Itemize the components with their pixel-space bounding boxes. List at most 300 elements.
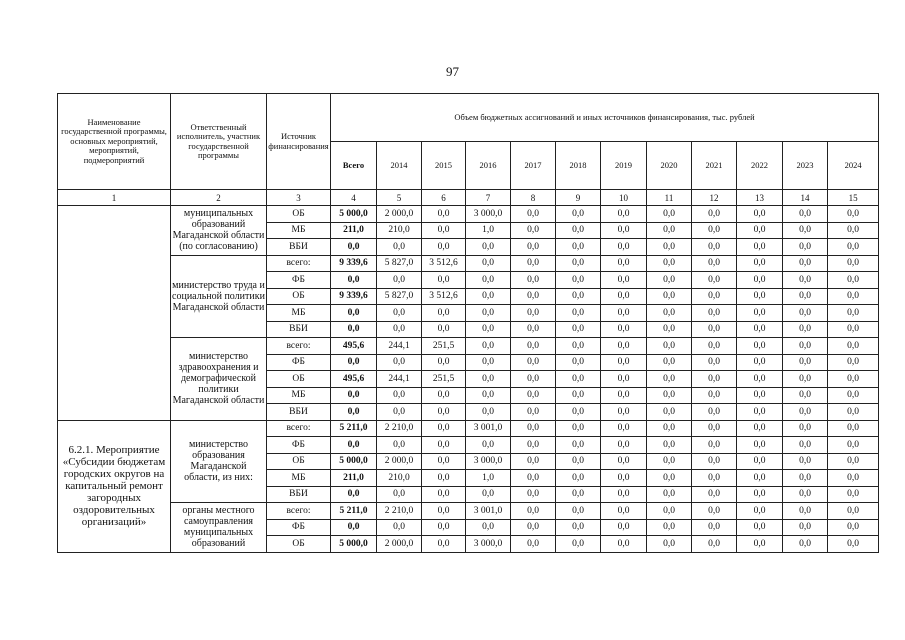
year-value-cell: 0,0 — [783, 354, 828, 371]
year-value-cell: 0,0 — [422, 470, 466, 487]
funding-source-cell: ВБИ — [267, 239, 331, 256]
executor-cell: министерство труда и социальной политики Магаданской области — [171, 255, 267, 338]
year-value-cell: 0,0 — [511, 222, 556, 239]
year-value-cell: 0,0 — [828, 255, 879, 272]
year-value-cell: 0,0 — [737, 288, 783, 305]
year-value-cell: 0,0 — [422, 404, 466, 421]
year-value-cell: 0,0 — [511, 486, 556, 503]
column-number: 12 — [692, 190, 737, 206]
year-value-cell: 0,0 — [783, 536, 828, 553]
year-value-cell: 0,0 — [828, 453, 879, 470]
year-value-cell: 0,0 — [466, 239, 511, 256]
year-value-cell: 0,0 — [466, 255, 511, 272]
year-value-cell: 0,0 — [692, 420, 737, 437]
column-number-row — [58, 190, 879, 206]
funding-source-cell: ВБИ — [267, 404, 331, 421]
year-value-cell: 0,0 — [511, 239, 556, 256]
header-year: 2023 — [783, 142, 828, 190]
year-value-cell: 0,0 — [466, 338, 511, 355]
funding-source-cell: ОБ — [267, 206, 331, 223]
page-number: 97 — [446, 64, 459, 79]
funding-source-cell: ФБ — [267, 272, 331, 289]
total-value-cell: 495,6 — [331, 371, 377, 388]
total-value-cell: 5 211,0 — [331, 503, 377, 520]
year-value-cell: 0,0 — [783, 503, 828, 520]
header-funding-title: Объем бюджетных ассигнований и иных источников финансирования, тыс. рублей — [331, 94, 879, 142]
year-value-cell: 0,0 — [556, 305, 601, 322]
year-value-cell: 0,0 — [422, 354, 466, 371]
header-year: 2022 — [737, 142, 783, 190]
year-value-cell: 0,0 — [737, 470, 783, 487]
year-value-cell: 0,0 — [647, 420, 692, 437]
year-value-cell: 0,0 — [556, 536, 601, 553]
funding-source-cell: ВБИ — [267, 321, 331, 338]
year-value-cell: 0,0 — [422, 206, 466, 223]
year-value-cell: 3 000,0 — [466, 536, 511, 553]
total-value-cell: 5 000,0 — [331, 453, 377, 470]
year-value-cell: 2 210,0 — [377, 503, 422, 520]
executor-cell: министерство образования Магаданской области, из них: — [171, 420, 267, 503]
year-value-cell: 0,0 — [556, 437, 601, 454]
year-value-cell: 0,0 — [511, 387, 556, 404]
year-value-cell: 0,0 — [737, 519, 783, 536]
year-value-cell: 0,0 — [783, 272, 828, 289]
year-value-cell: 3 512,6 — [422, 288, 466, 305]
total-value-cell: 495,6 — [331, 338, 377, 355]
year-value-cell: 0,0 — [601, 206, 647, 223]
year-value-cell: 0,0 — [692, 255, 737, 272]
executor-cell: органы местного самоуправления муниципальных образований — [171, 503, 267, 553]
year-value-cell: 0,0 — [783, 321, 828, 338]
year-value-cell: 0,0 — [601, 470, 647, 487]
year-value-cell: 0,0 — [466, 519, 511, 536]
year-value-cell: 0,0 — [737, 305, 783, 322]
executor-cell: муниципальных образований Магаданской области (по согласованию) — [171, 206, 267, 256]
year-value-cell: 0,0 — [601, 536, 647, 553]
year-value-cell: 0,0 — [466, 437, 511, 454]
header-year: 2021 — [692, 142, 737, 190]
year-value-cell: 0,0 — [737, 453, 783, 470]
year-value-cell: 3 001,0 — [466, 503, 511, 520]
year-value-cell: 0,0 — [692, 222, 737, 239]
funding-source-cell: МБ — [267, 305, 331, 322]
year-value-cell: 0,0 — [737, 255, 783, 272]
year-value-cell: 0,0 — [692, 354, 737, 371]
total-value-cell: 0,0 — [331, 486, 377, 503]
year-value-cell: 0,0 — [828, 437, 879, 454]
header-program-name: Наименование государственной программы, основных мероприятий, мероприятий, подмероприятий — [58, 94, 171, 190]
year-value-cell: 0,0 — [692, 453, 737, 470]
year-value-cell: 0,0 — [828, 206, 879, 223]
year-value-cell: 0,0 — [422, 437, 466, 454]
year-value-cell: 3 001,0 — [466, 420, 511, 437]
year-value-cell: 3 000,0 — [466, 453, 511, 470]
year-value-cell: 2 210,0 — [377, 420, 422, 437]
year-value-cell: 0,0 — [511, 371, 556, 388]
header-executor: Ответственный исполнитель, участник государственной программы — [171, 94, 267, 190]
year-value-cell: 0,0 — [737, 503, 783, 520]
year-value-cell: 0,0 — [647, 503, 692, 520]
funding-source-cell: МБ — [267, 470, 331, 487]
year-value-cell: 0,0 — [647, 486, 692, 503]
year-value-cell: 0,0 — [783, 338, 828, 355]
year-value-cell: 0,0 — [466, 305, 511, 322]
year-value-cell: 0,0 — [737, 437, 783, 454]
year-value-cell: 0,0 — [828, 321, 879, 338]
year-value-cell: 0,0 — [601, 272, 647, 289]
year-value-cell: 0,0 — [828, 536, 879, 553]
year-value-cell: 0,0 — [422, 321, 466, 338]
year-value-cell: 0,0 — [783, 486, 828, 503]
year-value-cell: 0,0 — [511, 305, 556, 322]
year-value-cell: 0,0 — [601, 486, 647, 503]
column-number: 8 — [511, 190, 556, 206]
year-value-cell: 0,0 — [737, 387, 783, 404]
year-value-cell: 0,0 — [377, 354, 422, 371]
table-row — [58, 206, 879, 223]
year-value-cell: 0,0 — [783, 519, 828, 536]
year-value-cell: 0,0 — [647, 354, 692, 371]
year-value-cell: 0,0 — [692, 272, 737, 289]
year-value-cell: 0,0 — [647, 519, 692, 536]
year-value-cell: 0,0 — [601, 453, 647, 470]
year-value-cell: 0,0 — [828, 305, 879, 322]
year-value-cell: 0,0 — [422, 536, 466, 553]
year-value-cell: 0,0 — [783, 404, 828, 421]
header-year: 2020 — [647, 142, 692, 190]
year-value-cell: 0,0 — [828, 338, 879, 355]
column-number: 1 — [58, 190, 171, 206]
column-number: 2 — [171, 190, 267, 206]
year-value-cell: 0,0 — [556, 338, 601, 355]
year-value-cell: 3 000,0 — [466, 206, 511, 223]
year-value-cell: 0,0 — [377, 387, 422, 404]
year-value-cell: 0,0 — [647, 470, 692, 487]
year-value-cell: 0,0 — [511, 404, 556, 421]
year-value-cell: 0,0 — [647, 206, 692, 223]
year-value-cell: 0,0 — [783, 453, 828, 470]
year-value-cell: 0,0 — [601, 354, 647, 371]
year-value-cell: 0,0 — [692, 305, 737, 322]
total-value-cell: 0,0 — [331, 272, 377, 289]
year-value-cell: 0,0 — [737, 206, 783, 223]
year-value-cell: 0,0 — [556, 239, 601, 256]
column-number: 13 — [737, 190, 783, 206]
year-value-cell: 0,0 — [783, 371, 828, 388]
year-value-cell: 0,0 — [377, 404, 422, 421]
year-value-cell: 0,0 — [692, 519, 737, 536]
year-value-cell: 0,0 — [422, 420, 466, 437]
year-value-cell: 0,0 — [466, 272, 511, 289]
year-value-cell: 0,0 — [737, 321, 783, 338]
budget-table-body — [58, 206, 879, 553]
funding-source-cell: ОБ — [267, 371, 331, 388]
year-value-cell: 0,0 — [466, 321, 511, 338]
year-value-cell: 0,0 — [647, 371, 692, 388]
year-value-cell: 0,0 — [647, 404, 692, 421]
year-value-cell: 0,0 — [647, 437, 692, 454]
year-value-cell: 0,0 — [692, 404, 737, 421]
year-value-cell: 0,0 — [511, 338, 556, 355]
year-value-cell: 0,0 — [511, 255, 556, 272]
year-value-cell: 0,0 — [828, 420, 879, 437]
column-number: 11 — [647, 190, 692, 206]
column-number: 10 — [601, 190, 647, 206]
year-value-cell: 0,0 — [692, 371, 737, 388]
total-value-cell: 0,0 — [331, 519, 377, 536]
year-value-cell: 5 827,0 — [377, 288, 422, 305]
total-value-cell: 9 339,6 — [331, 288, 377, 305]
column-number: 9 — [556, 190, 601, 206]
year-value-cell: 0,0 — [422, 503, 466, 520]
year-value-cell: 0,0 — [737, 272, 783, 289]
year-value-cell: 5 827,0 — [377, 255, 422, 272]
total-value-cell: 5 000,0 — [331, 206, 377, 223]
header-year: 2024 — [828, 142, 879, 190]
year-value-cell: 0,0 — [377, 305, 422, 322]
year-value-cell: 251,5 — [422, 371, 466, 388]
year-value-cell: 0,0 — [601, 420, 647, 437]
funding-source-cell: ОБ — [267, 453, 331, 470]
year-value-cell: 0,0 — [828, 470, 879, 487]
year-value-cell: 0,0 — [556, 387, 601, 404]
year-value-cell: 0,0 — [511, 272, 556, 289]
year-value-cell: 0,0 — [828, 503, 879, 520]
year-value-cell: 0,0 — [556, 519, 601, 536]
year-value-cell: 0,0 — [511, 470, 556, 487]
year-value-cell: 0,0 — [828, 239, 879, 256]
year-value-cell: 0,0 — [466, 486, 511, 503]
funding-source-cell: всего: — [267, 255, 331, 272]
funding-source-cell: всего: — [267, 503, 331, 520]
column-number: 3 — [267, 190, 331, 206]
year-value-cell: 0,0 — [601, 387, 647, 404]
year-value-cell: 0,0 — [601, 404, 647, 421]
year-value-cell: 0,0 — [601, 338, 647, 355]
year-value-cell: 0,0 — [783, 239, 828, 256]
year-value-cell: 0,0 — [828, 519, 879, 536]
year-value-cell: 0,0 — [828, 272, 879, 289]
executor-cell: министерство здравоохранения и демографической политики Магаданской области — [171, 338, 267, 421]
year-value-cell: 0,0 — [692, 288, 737, 305]
year-value-cell: 0,0 — [556, 503, 601, 520]
year-value-cell: 0,0 — [737, 420, 783, 437]
header-year: 2018 — [556, 142, 601, 190]
year-value-cell: 0,0 — [828, 486, 879, 503]
total-value-cell: 0,0 — [331, 387, 377, 404]
total-value-cell: 211,0 — [331, 222, 377, 239]
year-value-cell: 0,0 — [422, 305, 466, 322]
year-value-cell: 0,0 — [377, 486, 422, 503]
column-number: 6 — [422, 190, 466, 206]
year-value-cell: 0,0 — [783, 305, 828, 322]
year-value-cell: 0,0 — [737, 486, 783, 503]
year-value-cell: 0,0 — [511, 437, 556, 454]
year-value-cell: 0,0 — [601, 437, 647, 454]
year-value-cell: 0,0 — [556, 354, 601, 371]
year-value-cell: 0,0 — [556, 371, 601, 388]
funding-source-cell: ОБ — [267, 288, 331, 305]
year-value-cell: 0,0 — [422, 239, 466, 256]
year-value-cell: 0,0 — [692, 239, 737, 256]
total-value-cell: 5 000,0 — [331, 536, 377, 553]
header-year: 2017 — [511, 142, 556, 190]
year-value-cell: 0,0 — [647, 239, 692, 256]
year-value-cell: 2 000,0 — [377, 536, 422, 553]
year-value-cell: 244,1 — [377, 338, 422, 355]
year-value-cell: 0,0 — [511, 321, 556, 338]
year-value-cell: 0,0 — [556, 206, 601, 223]
year-value-cell: 210,0 — [377, 222, 422, 239]
year-value-cell: 210,0 — [377, 470, 422, 487]
year-value-cell: 251,5 — [422, 338, 466, 355]
column-number: 5 — [377, 190, 422, 206]
header-year: 2015 — [422, 142, 466, 190]
year-value-cell: 0,0 — [737, 404, 783, 421]
year-value-cell: 0,0 — [466, 404, 511, 421]
year-value-cell: 0,0 — [647, 536, 692, 553]
year-value-cell: 0,0 — [737, 239, 783, 256]
total-value-cell: 0,0 — [331, 321, 377, 338]
year-value-cell: 0,0 — [466, 387, 511, 404]
year-value-cell: 0,0 — [511, 354, 556, 371]
year-value-cell: 0,0 — [828, 387, 879, 404]
year-value-cell: 0,0 — [466, 288, 511, 305]
year-value-cell: 0,0 — [601, 288, 647, 305]
year-value-cell: 0,0 — [556, 486, 601, 503]
year-value-cell: 0,0 — [737, 338, 783, 355]
year-value-cell: 0,0 — [511, 453, 556, 470]
year-value-cell: 0,0 — [647, 288, 692, 305]
year-value-cell: 0,0 — [377, 437, 422, 454]
year-value-cell: 0,0 — [783, 437, 828, 454]
total-value-cell: 0,0 — [331, 305, 377, 322]
year-value-cell: 0,0 — [692, 206, 737, 223]
year-value-cell: 0,0 — [737, 536, 783, 553]
year-value-cell: 0,0 — [556, 470, 601, 487]
funding-source-cell: всего: — [267, 338, 331, 355]
year-value-cell: 0,0 — [466, 354, 511, 371]
header-year: 2014 — [377, 142, 422, 190]
budget-table — [57, 93, 879, 553]
year-value-cell: 0,0 — [422, 387, 466, 404]
header-year: 2016 — [466, 142, 511, 190]
year-value-cell: 0,0 — [556, 453, 601, 470]
year-value-cell: 0,0 — [692, 470, 737, 487]
total-value-cell: 0,0 — [331, 437, 377, 454]
year-value-cell: 0,0 — [783, 288, 828, 305]
year-value-cell: 0,0 — [601, 321, 647, 338]
year-value-cell: 0,0 — [828, 288, 879, 305]
year-value-cell: 0,0 — [601, 305, 647, 322]
year-value-cell: 0,0 — [692, 503, 737, 520]
table-row — [58, 338, 879, 355]
year-value-cell: 0,0 — [647, 305, 692, 322]
year-value-cell: 0,0 — [647, 338, 692, 355]
year-value-cell: 0,0 — [422, 519, 466, 536]
table-row — [58, 503, 879, 520]
year-value-cell: 0,0 — [737, 222, 783, 239]
year-value-cell: 2 000,0 — [377, 453, 422, 470]
year-value-cell: 0,0 — [556, 255, 601, 272]
total-value-cell: 9 339,6 — [331, 255, 377, 272]
header-year: 2019 — [601, 142, 647, 190]
year-value-cell: 0,0 — [783, 222, 828, 239]
year-value-cell: 0,0 — [692, 338, 737, 355]
year-value-cell: 0,0 — [737, 371, 783, 388]
year-value-cell: 0,0 — [377, 321, 422, 338]
year-value-cell: 0,0 — [556, 222, 601, 239]
total-value-cell: 0,0 — [331, 239, 377, 256]
funding-source-cell: ОБ — [267, 536, 331, 553]
funding-source-cell: ФБ — [267, 519, 331, 536]
year-value-cell: 0,0 — [737, 354, 783, 371]
year-value-cell: 0,0 — [601, 519, 647, 536]
year-value-cell: 0,0 — [601, 255, 647, 272]
year-value-cell: 0,0 — [783, 470, 828, 487]
funding-source-cell: ФБ — [267, 354, 331, 371]
year-value-cell: 0,0 — [647, 321, 692, 338]
year-value-cell: 0,0 — [783, 206, 828, 223]
year-value-cell: 1,0 — [466, 470, 511, 487]
year-value-cell: 0,0 — [647, 453, 692, 470]
year-value-cell: 0,0 — [692, 387, 737, 404]
year-value-cell: 0,0 — [783, 255, 828, 272]
total-value-cell: 5 211,0 — [331, 420, 377, 437]
column-number: 7 — [466, 190, 511, 206]
table-row — [58, 420, 879, 437]
year-value-cell: 0,0 — [377, 272, 422, 289]
year-value-cell: 0,0 — [692, 536, 737, 553]
year-value-cell: 0,0 — [783, 420, 828, 437]
funding-source-cell: ФБ — [267, 437, 331, 454]
year-value-cell: 0,0 — [601, 239, 647, 256]
year-value-cell: 0,0 — [511, 420, 556, 437]
year-value-cell: 0,0 — [466, 371, 511, 388]
year-value-cell: 0,0 — [783, 387, 828, 404]
column-number: 4 — [331, 190, 377, 206]
year-value-cell: 0,0 — [647, 272, 692, 289]
year-value-cell: 0,0 — [556, 420, 601, 437]
year-value-cell: 3 512,6 — [422, 255, 466, 272]
year-value-cell: 0,0 — [828, 371, 879, 388]
program-name-cell: 6.2.1. Мероприятие «Субсидии бюджетам городских округов на капитальный ремонт загородных оздоровительных организаций» — [58, 420, 171, 552]
year-value-cell: 0,0 — [647, 387, 692, 404]
year-value-cell: 0,0 — [511, 536, 556, 553]
year-value-cell: 0,0 — [647, 255, 692, 272]
year-value-cell: 0,0 — [422, 453, 466, 470]
year-value-cell: 0,0 — [422, 272, 466, 289]
year-value-cell: 2 000,0 — [377, 206, 422, 223]
column-number: 14 — [783, 190, 828, 206]
program-name-cell — [58, 206, 171, 421]
year-value-cell: 0,0 — [377, 519, 422, 536]
funding-source-cell: МБ — [267, 387, 331, 404]
header-total: Всего — [331, 142, 377, 190]
year-value-cell: 0,0 — [422, 486, 466, 503]
year-value-cell: 0,0 — [556, 404, 601, 421]
funding-source-cell: всего: — [267, 420, 331, 437]
year-value-cell: 0,0 — [511, 288, 556, 305]
year-value-cell: 244,1 — [377, 371, 422, 388]
year-value-cell: 0,0 — [377, 239, 422, 256]
year-value-cell: 0,0 — [692, 486, 737, 503]
year-value-cell: 0,0 — [647, 222, 692, 239]
year-value-cell: 0,0 — [828, 404, 879, 421]
year-value-cell: 0,0 — [601, 371, 647, 388]
total-value-cell: 0,0 — [331, 404, 377, 421]
year-value-cell: 0,0 — [511, 519, 556, 536]
